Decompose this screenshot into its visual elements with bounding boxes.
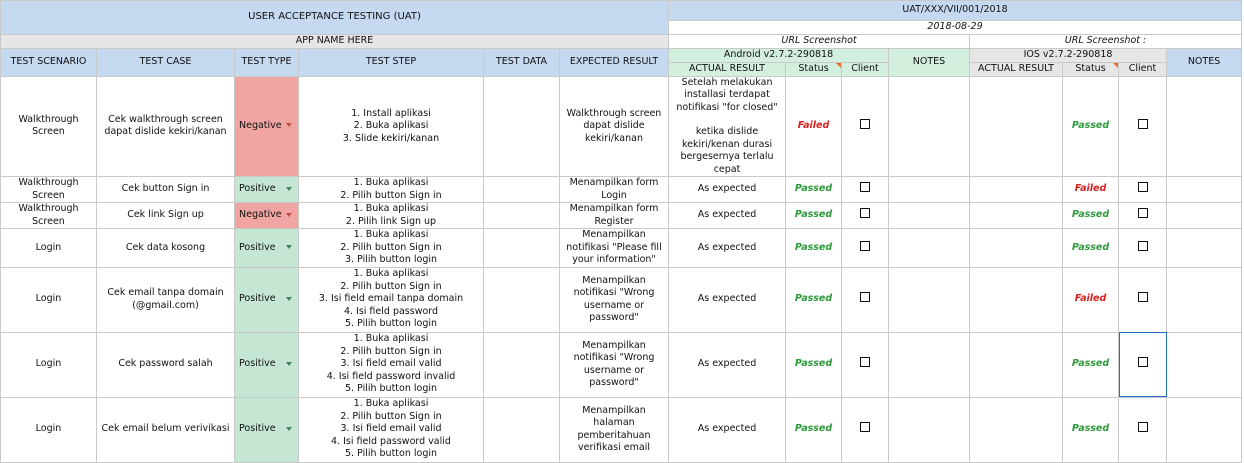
client-checkbox[interactable] — [1138, 182, 1148, 192]
client-checkbox[interactable] — [860, 292, 870, 302]
col-notes-ios[interactable]: NOTES — [1167, 48, 1242, 76]
android-client-header[interactable]: Client — [842, 62, 889, 76]
client-checkbox[interactable] — [860, 182, 870, 192]
test-step-cell[interactable] — [299, 229, 484, 268]
test-step-line: 3. Pilih button login — [344, 254, 438, 265]
android-actual-result-line: As expected — [697, 183, 757, 195]
test-step-line: 2. Buka aplikasi — [353, 120, 429, 131]
ios-status-cell[interactable] — [1063, 397, 1119, 462]
col-test-type[interactable]: TEST TYPE — [235, 48, 299, 76]
expected-result-cell[interactable]: Menampilkan notifikasi "Wrong username or password" — [560, 267, 669, 332]
test-step-line: 5. Pilih button login — [344, 448, 438, 460]
test-step-line: 1. Buka aplikasi — [353, 398, 429, 410]
android-client-checkbox-cell[interactable] — [842, 267, 889, 332]
ios-status-cell[interactable] — [1063, 332, 1119, 397]
test-step-line: 1. Buka aplikasi — [353, 177, 429, 188]
client-checkbox[interactable] — [860, 208, 870, 218]
android-client-checkbox-cell[interactable] — [842, 76, 889, 177]
test-case-cell[interactable]: Cek password salah — [97, 332, 235, 397]
ios-client-checkbox-cell[interactable] — [1119, 267, 1167, 332]
test-type-value: Positive — [239, 423, 276, 435]
test-type-dropdown[interactable] — [235, 267, 299, 332]
ios-notes-cell[interactable] — [1167, 177, 1242, 203]
android-status-cell[interactable] — [786, 267, 842, 332]
test-type-dropdown[interactable] — [235, 76, 299, 177]
android-status-cell[interactable] — [786, 229, 842, 268]
ios-notes-cell[interactable] — [1167, 203, 1242, 229]
ios-client-checkbox-cell[interactable] — [1119, 203, 1167, 229]
table-row — [1, 332, 1242, 397]
test-data-cell[interactable] — [484, 177, 560, 203]
doc-number[interactable]: UAT/XXX/VII/001/2018 — [669, 1, 1242, 21]
test-case-cell[interactable]: Cek walkthrough screen dapat dislide kekiri/kanan — [97, 76, 235, 177]
ios-status-cell[interactable] — [1063, 177, 1119, 203]
expected-result-cell[interactable]: Menampilkan form Login — [560, 177, 669, 203]
expected-result-cell[interactable]: Menampilkan form Register — [560, 203, 669, 229]
android-status-cell[interactable] — [786, 203, 842, 229]
dropdown-arrow-icon[interactable] — [286, 187, 292, 191]
ios-status-cell[interactable] — [1063, 267, 1119, 332]
android-notes-cell[interactable] — [889, 76, 970, 177]
client-checkbox[interactable] — [860, 357, 870, 367]
test-type-value: Positive — [239, 241, 276, 253]
android-status-header[interactable]: Status — [786, 62, 842, 76]
dropdown-arrow-icon[interactable] — [286, 213, 292, 217]
test-step-line: 1. Buka aplikasi — [353, 268, 429, 280]
android-notes-cell[interactable] — [889, 267, 970, 332]
status-badge: Passed — [1071, 423, 1110, 435]
expected-result-cell[interactable]: Menampilkan halaman pemberitahuan verifikasi email — [560, 397, 669, 462]
status-badge: Passed — [794, 209, 833, 221]
status-badge: Failed — [1074, 183, 1107, 195]
test-step-line: 2. Pilih button Sign in — [340, 241, 442, 253]
android-actual-result-cell[interactable] — [669, 177, 786, 203]
expected-result-cell[interactable]: Walkthrough screen dapat dislide kekiri/kanan — [560, 76, 669, 177]
test-step-line: 2. Pilih button Sign in — [340, 410, 442, 422]
android-actual-result-line: As expected — [697, 358, 757, 370]
test-step-line: 3. Isi field email valid — [340, 358, 442, 370]
test-case-cell[interactable]: Cek button Sign in — [97, 177, 235, 203]
dropdown-arrow-icon[interactable] — [286, 362, 292, 366]
android-actual-result-header[interactable]: ACTUAL RESULT — [669, 62, 786, 76]
ios-notes-cell[interactable] — [1167, 229, 1242, 268]
test-type-dropdown[interactable] — [235, 397, 299, 462]
test-data-cell[interactable] — [484, 397, 560, 462]
test-step-line: 2. Pilih link Sign up — [345, 215, 437, 227]
dropdown-arrow-icon[interactable] — [286, 297, 292, 301]
col-expected-result[interactable]: EXPECTED RESULT — [560, 48, 669, 76]
test-step-cell[interactable] — [299, 76, 484, 177]
status-badge: Failed — [797, 120, 830, 131]
ios-actual-result-cell[interactable] — [970, 229, 1063, 268]
test-case-cell[interactable]: Cek data kosong — [97, 229, 235, 268]
app-name[interactable]: APP NAME HERE — [1, 34, 669, 48]
android-client-checkbox-cell[interactable] — [842, 203, 889, 229]
dropdown-arrow-icon[interactable] — [286, 123, 292, 127]
ios-notes-cell[interactable] — [1167, 267, 1242, 332]
status-badge: Passed — [1071, 120, 1110, 131]
status-badge: Passed — [1071, 358, 1110, 370]
android-client-checkbox-cell[interactable] — [842, 229, 889, 268]
android-actual-result-cell[interactable] — [669, 76, 786, 177]
android-actual-result-line: As expected — [697, 423, 757, 435]
android-notes-cell[interactable] — [889, 203, 970, 229]
dropdown-arrow-icon[interactable] — [286, 245, 292, 249]
test-data-cell[interactable] — [484, 203, 560, 229]
android-client-checkbox-cell[interactable] — [842, 332, 889, 397]
ios-status-header[interactable]: Status — [1063, 62, 1119, 76]
col-test-case[interactable]: TEST CASE — [97, 48, 235, 76]
android-client-checkbox-cell[interactable] — [842, 397, 889, 462]
android-actual-result-cell[interactable] — [669, 397, 786, 462]
test-step-line: 1. Buka aplikasi — [353, 333, 429, 345]
ios-notes-cell[interactable] — [1167, 76, 1242, 177]
ios-actual-result-cell[interactable] — [970, 76, 1063, 177]
android-notes-cell[interactable] — [889, 229, 970, 268]
table-row — [1, 76, 1242, 177]
test-type-dropdown[interactable] — [235, 229, 299, 268]
test-step-line: 2. Pilih button Sign in — [340, 189, 442, 201]
client-checkbox[interactable] — [1138, 208, 1148, 218]
test-scenario-cell[interactable]: Walkthrough Screen — [1, 203, 97, 229]
android-actual-result-cell[interactable] — [669, 229, 786, 268]
client-checkbox[interactable] — [1138, 292, 1148, 302]
ios-status-cell[interactable] — [1063, 229, 1119, 268]
test-step-line: 3. Slide kekiri/kanan — [342, 132, 440, 144]
test-step-cell[interactable] — [299, 203, 484, 229]
doc-title[interactable]: USER ACCEPTANCE TESTING (UAT) — [1, 1, 669, 35]
test-type-value: Negative — [239, 209, 282, 221]
ios-notes-cell[interactable] — [1167, 397, 1242, 462]
test-step-line: 3. Isi field email tanpa domain — [318, 293, 464, 305]
test-step-line: 3. Isi field email valid — [340, 423, 442, 435]
android-status-cell[interactable] — [786, 76, 842, 177]
android-notes-cell[interactable] — [889, 177, 970, 203]
android-actual-result-line: Setelah melakukan installasi terdapat notifikasi "for closed" — [676, 76, 778, 113]
android-actual-result-cell[interactable] — [669, 267, 786, 332]
client-checkbox[interactable] — [1138, 119, 1148, 129]
test-type-value: Positive — [239, 183, 276, 195]
test-type-value: Negative — [239, 120, 282, 131]
test-type-dropdown[interactable] — [235, 203, 299, 229]
android-actual-result-line: As expected — [697, 293, 757, 305]
test-step-line: 5. Pilih button login — [344, 383, 438, 395]
status-badge: Passed — [1071, 241, 1110, 253]
android-status-cell[interactable] — [786, 177, 842, 203]
android-actual-result-cell[interactable] — [669, 203, 786, 229]
test-scenario-cell[interactable]: Login — [1, 332, 97, 397]
android-version[interactable]: Android v2.7.2-290818 — [669, 48, 889, 62]
android-client-checkbox-cell[interactable] — [842, 177, 889, 203]
test-case-cell[interactable]: Cek email belum verivikasi — [97, 397, 235, 462]
doc-date[interactable]: 2018-08-29 — [669, 21, 1242, 35]
test-step-cell[interactable] — [299, 397, 484, 462]
status-badge: Failed — [1074, 293, 1107, 305]
ios-actual-result-cell[interactable] — [970, 203, 1063, 229]
ios-actual-result-cell[interactable] — [970, 332, 1063, 397]
android-actual-result-line — [671, 114, 783, 126]
test-data-cell[interactable] — [484, 229, 560, 268]
expected-result-cell[interactable]: Menampilkan notifikasi "Please fill your information" — [560, 229, 669, 268]
status-badge: Passed — [1071, 209, 1110, 221]
ios-notes-cell[interactable] — [1167, 332, 1242, 397]
test-scenario-cell[interactable]: Login — [1, 229, 97, 268]
test-data-cell[interactable] — [484, 332, 560, 397]
col-test-data[interactable]: TEST DATA — [484, 48, 560, 76]
client-checkbox[interactable] — [860, 422, 870, 432]
test-scenario-cell[interactable]: Walkthrough Screen — [1, 177, 97, 203]
ios-actual-result-cell[interactable] — [970, 267, 1063, 332]
android-actual-result-cell[interactable] — [669, 332, 786, 397]
dropdown-arrow-icon[interactable] — [286, 427, 292, 431]
test-type-value: Positive — [239, 293, 276, 305]
table-row — [1, 229, 1242, 268]
android-actual-result-line: ketika dislide kekiri/kenan durasi bergesernya terlalu cepat — [680, 126, 774, 175]
test-data-cell[interactable] — [484, 76, 560, 177]
ios-client-checkbox-cell[interactable] — [1119, 332, 1167, 397]
status-badge: Passed — [794, 241, 833, 253]
ios-client-header[interactable]: Client — [1119, 62, 1167, 76]
status-badge: Passed — [794, 293, 833, 305]
test-step-cell[interactable] — [299, 177, 484, 203]
col-test-scenario[interactable]: TEST SCENARIO — [1, 48, 97, 76]
android-status-cell[interactable] — [786, 332, 842, 397]
client-checkbox[interactable] — [1138, 357, 1148, 367]
ios-client-checkbox-cell[interactable] — [1119, 397, 1167, 462]
test-type-dropdown[interactable] — [235, 177, 299, 203]
status-badge: Passed — [794, 358, 833, 370]
test-type-value: Positive — [239, 358, 276, 370]
android-notes-cell[interactable] — [889, 332, 970, 397]
client-checkbox[interactable] — [860, 241, 870, 251]
ios-actual-result-cell[interactable] — [970, 177, 1063, 203]
client-checkbox[interactable] — [860, 119, 870, 129]
test-case-cell[interactable]: Cek email tanpa domain (@gmail.com) — [97, 267, 235, 332]
table-row — [1, 203, 1242, 229]
test-step-line: 1. Install aplikasi — [351, 107, 431, 119]
client-checkbox[interactable] — [1138, 241, 1148, 251]
expected-result-cell[interactable]: Menampilkan notifikasi "Wrong username or password" — [560, 332, 669, 397]
android-notes-cell[interactable] — [889, 397, 970, 462]
col-test-step[interactable]: TEST STEP — [299, 48, 484, 76]
test-scenario-cell[interactable]: Login — [1, 397, 97, 462]
ios-client-checkbox-cell[interactable] — [1119, 229, 1167, 268]
col-notes-android[interactable]: NOTES — [889, 48, 970, 76]
ios-status-cell[interactable] — [1063, 76, 1119, 177]
test-step-line: 4. Isi field password valid — [331, 435, 451, 447]
test-step-cell[interactable] — [299, 332, 484, 397]
test-step-line: 1. Buka aplikasi — [353, 203, 429, 214]
android-actual-result-line: As expected — [697, 241, 757, 253]
ios-status-cell[interactable] — [1063, 203, 1119, 229]
test-data-cell[interactable] — [484, 267, 560, 332]
status-badge: Passed — [794, 183, 833, 195]
test-step-line: 1. Buka aplikasi — [353, 229, 429, 240]
ios-actual-result-cell[interactable] — [970, 397, 1063, 462]
test-step-line: 2. Pilih button Sign in — [340, 345, 442, 357]
android-actual-result-line: As expected — [697, 209, 757, 221]
test-step-cell[interactable] — [299, 267, 484, 332]
android-url-label[interactable]: URL Screenshot — [669, 34, 970, 48]
test-scenario-cell[interactable]: Walkthrough Screen — [1, 76, 97, 177]
client-checkbox[interactable] — [1138, 422, 1148, 432]
test-step-line: 4. Isi field password invalid — [326, 370, 456, 382]
ios-client-checkbox-cell[interactable] — [1119, 76, 1167, 177]
test-step-line: 2. Pilih button Sign in — [340, 280, 442, 292]
test-scenario-cell[interactable]: Login — [1, 267, 97, 332]
status-badge: Passed — [794, 423, 833, 435]
table-row — [1, 177, 1242, 203]
ios-client-checkbox-cell[interactable] — [1119, 177, 1167, 203]
ios-actual-result-header[interactable]: ACTUAL RESULT — [970, 62, 1063, 76]
table-row — [1, 397, 1242, 462]
test-step-line: 5. Pilih button login — [344, 318, 438, 330]
ios-url-label[interactable]: URL Screenshot : — [970, 34, 1242, 48]
test-step-line: 4. Isi field password — [343, 305, 439, 317]
ios-version[interactable]: IOS v2.7.2-290818 — [970, 48, 1167, 62]
test-type-dropdown[interactable] — [235, 332, 299, 397]
table-row — [1, 267, 1242, 332]
android-status-cell[interactable] — [786, 397, 842, 462]
test-case-cell[interactable]: Cek link Sign up — [97, 203, 235, 229]
